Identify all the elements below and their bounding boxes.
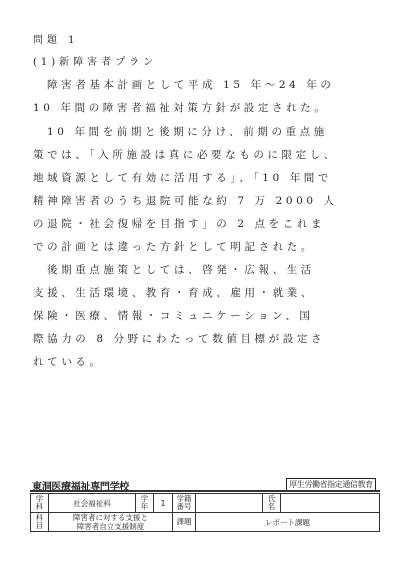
accreditation-badge: 厚生労働省指定通信教育 xyxy=(286,478,376,491)
body-line: 際協力の 8 分野にわたって数値目標が設定さ xyxy=(33,333,326,345)
dept-value: 社会福祉科 xyxy=(49,494,136,513)
name-label: 氏名 xyxy=(263,494,281,513)
dept-label: 学科 xyxy=(31,494,49,513)
footer-rule xyxy=(30,490,380,492)
section-title: (1)新障害者プラン xyxy=(33,57,158,68)
student-id-value[interactable] xyxy=(196,494,263,513)
student-id-label: 学籍番号 xyxy=(173,494,196,513)
body-line: れている。 xyxy=(33,356,104,368)
year-value: 1 xyxy=(154,494,173,513)
subject-value-line: 障害者自立支援制度 xyxy=(76,522,145,531)
body-line: の退院・社会復帰を目指す」の 2 点をこれま xyxy=(33,218,326,230)
body-line: での計画とは違った方針として明記された。 xyxy=(33,241,315,253)
name-value[interactable] xyxy=(281,494,380,513)
body-line: 支援、生活環境、教育・育成、雇用・就業、 xyxy=(33,287,315,299)
body-line: 保険・医療、情報・コミュニケーション、国 xyxy=(33,310,314,322)
student-info-table xyxy=(30,493,380,532)
subject-value xyxy=(49,513,173,532)
body-line: 10 年間を前期と後期に分け、前期の重点施 xyxy=(47,126,328,138)
body-line: 策では、「入所施設は真に必要なものに限定し、 xyxy=(33,149,338,161)
page-heading: 問題 1 xyxy=(33,35,79,46)
topic-value: レポート課題 xyxy=(196,513,380,532)
body-line: 10 年間の障害者福祉対策方針が設定された。 xyxy=(33,102,329,114)
body-line: 地域資源として有効に活用する」、「10 年間で xyxy=(33,172,332,184)
table-row xyxy=(31,513,380,532)
table-row xyxy=(31,494,380,513)
subject-label: 科目 xyxy=(31,513,49,532)
body-line: 精神障害者のうち退院可能な約 7 万 2000 人 xyxy=(33,195,338,207)
year-label: 学年 xyxy=(136,494,154,513)
body-line: 後期重点施策としては、啓発・広報、生活 xyxy=(47,264,315,276)
body-line: 障害者基本計画として平成 15 年～24 年の xyxy=(47,79,335,91)
school-name: 東洞医療福祉専門学校 xyxy=(32,482,129,493)
subject-value-line: 障害者に対する支援と xyxy=(73,513,148,522)
topic-label: 課題 xyxy=(173,513,196,532)
